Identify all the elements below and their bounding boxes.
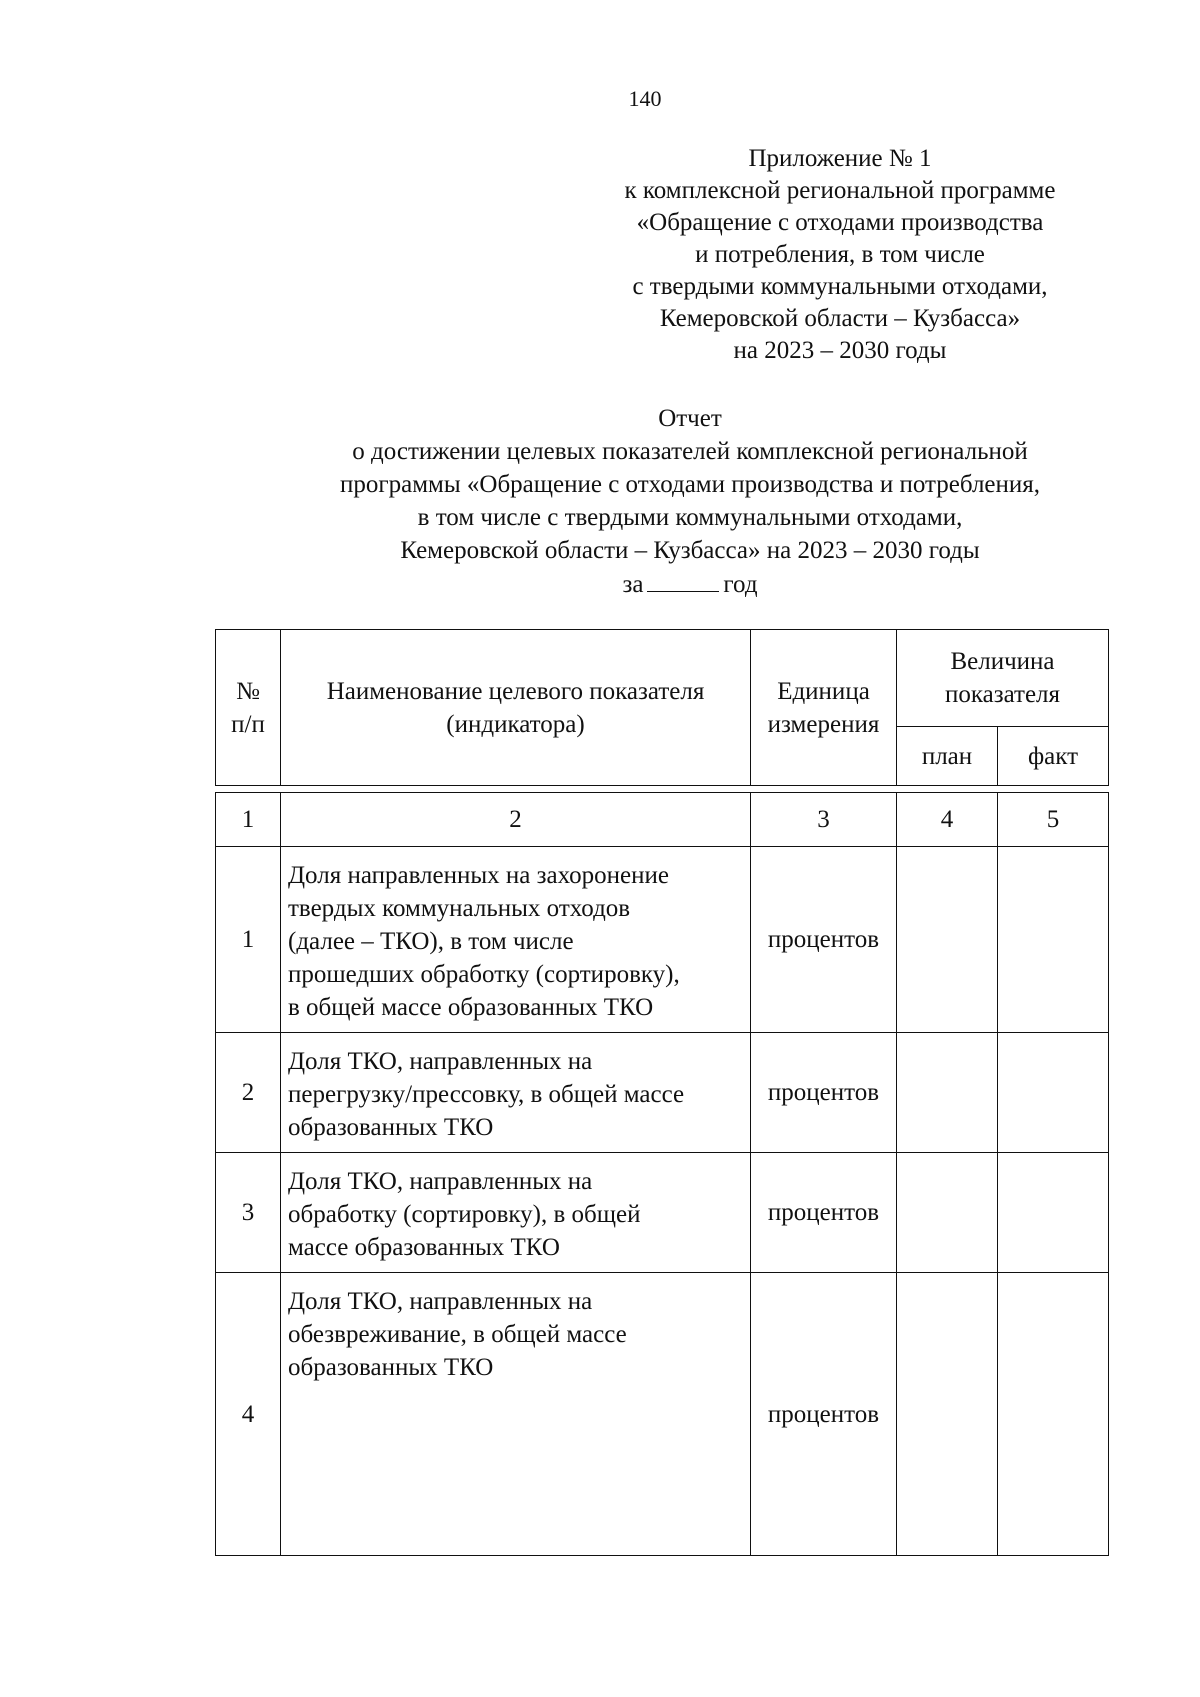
column-number: 4 [897,793,998,847]
indicator-name-line: в общей массе образованных ТКО [288,994,654,1021]
indicator-unit: процентов [751,1273,897,1556]
report-title-line: Кемеровской области – Кузбасса» на 2023 – 2030 годы [400,537,980,564]
indicator-name-line: массе образованных ТКО [288,1234,560,1261]
row-number: 3 [216,1153,281,1273]
appendix-line: и потребления, в том числе [695,241,985,268]
row-number: 4 [216,1273,281,1556]
indicator-name-line: (далее – ТКО), в том числе [288,928,574,955]
indicator-name [281,1273,751,1556]
header-name-line: Наименование целевого показателя [326,677,705,705]
table-row [216,1033,1109,1153]
indicator-name-line: Доля ТКО, направленных на [288,1168,593,1195]
indicator-name-line: Доля ТКО, направленных на [288,1048,593,1075]
indicator-name-line: Доля ТКО, направленных на [288,1288,593,1315]
plan-value-cell[interactable] [897,847,998,1033]
header-value [897,630,1109,727]
indicator-name-line: обработку (сортировку), в общей [288,1201,641,1228]
header-unit-line: измерения [767,710,880,738]
plan-value-cell[interactable] [897,1033,998,1153]
appendix-line: на 2023 – 2030 годы [733,337,947,364]
indicator-unit: процентов [751,847,897,1033]
appendix-line: «Обращение с отходами производства [636,209,1044,236]
row-number: 2 [216,1033,281,1153]
report-title-line: о достижении целевых показателей комплексной региональной [352,438,1028,465]
indicator-name-line: образованных ТКО [288,1354,494,1381]
report-title [230,402,1150,600]
indicator-unit: процентов [751,1033,897,1153]
appendix-line: с твердыми коммунальными отходами, [632,273,1048,300]
indicator-name-line: обезвреживание, в общей массе [288,1321,627,1348]
column-number: 1 [216,793,281,847]
header-unit-line: Единица [777,677,870,705]
indicator-name [281,1033,751,1153]
table-row [216,1153,1109,1273]
indicators-table-body [215,792,1109,1556]
header-plan: план [897,727,998,786]
header-value-line: Величина [950,648,1055,675]
indicator-name [281,1153,751,1273]
indicator-unit: процентов [751,1153,897,1273]
column-number: 5 [998,793,1109,847]
report-title-line: программы «Обращение с отходами производства и потребления, [339,471,1041,498]
report-title-line: Отчет [658,405,722,432]
table-row [216,1273,1109,1556]
fact-value-cell[interactable] [998,1153,1109,1273]
header-fact: факт [998,727,1109,786]
page-number: 140 [628,86,662,111]
indicator-name [281,847,751,1033]
plan-value-cell[interactable] [897,1153,998,1273]
plan-value-cell[interactable] [897,1273,998,1556]
appendix-line: к комплексной региональной программе [624,177,1056,204]
indicator-name-line: перегрузку/прессовку, в общей массе [288,1081,685,1108]
report-period-line [230,567,1150,600]
header-name-line: (индикатора) [446,710,585,738]
period-suffix: год [723,571,758,598]
fact-value-cell[interactable] [998,847,1109,1033]
report-title-line: в том числе с твердыми коммунальными отходами, [417,504,963,531]
indicator-name-line: образованных ТКО [288,1114,494,1141]
header-number [216,630,281,786]
year-blank-field[interactable] [647,567,719,592]
header-number-line: № [236,677,260,705]
row-number: 1 [216,847,281,1033]
column-numbers-row [216,793,1109,847]
period-prefix: за [622,571,644,598]
indicators-table-header [215,629,1109,786]
header-value-line: показателя [944,681,1061,708]
fact-value-cell[interactable] [998,1273,1109,1556]
indicator-name-line: Доля направленных на захоронение [288,862,669,889]
appendix-heading [580,143,1100,367]
header-unit [751,630,897,786]
appendix-line: Кемеровской области – Кузбасса» [659,305,1021,332]
indicator-name-line: прошедших обработку (сортировку), [288,961,680,988]
table-row [216,847,1109,1033]
column-number: 2 [281,793,751,847]
fact-value-cell[interactable] [998,1033,1109,1153]
indicator-name-line: твердых коммунальных отходов [288,895,631,922]
header-number-line: п/п [231,710,265,738]
appendix-line: Приложение № 1 [748,145,932,172]
column-number: 3 [751,793,897,847]
header-indicator-name [281,630,751,786]
